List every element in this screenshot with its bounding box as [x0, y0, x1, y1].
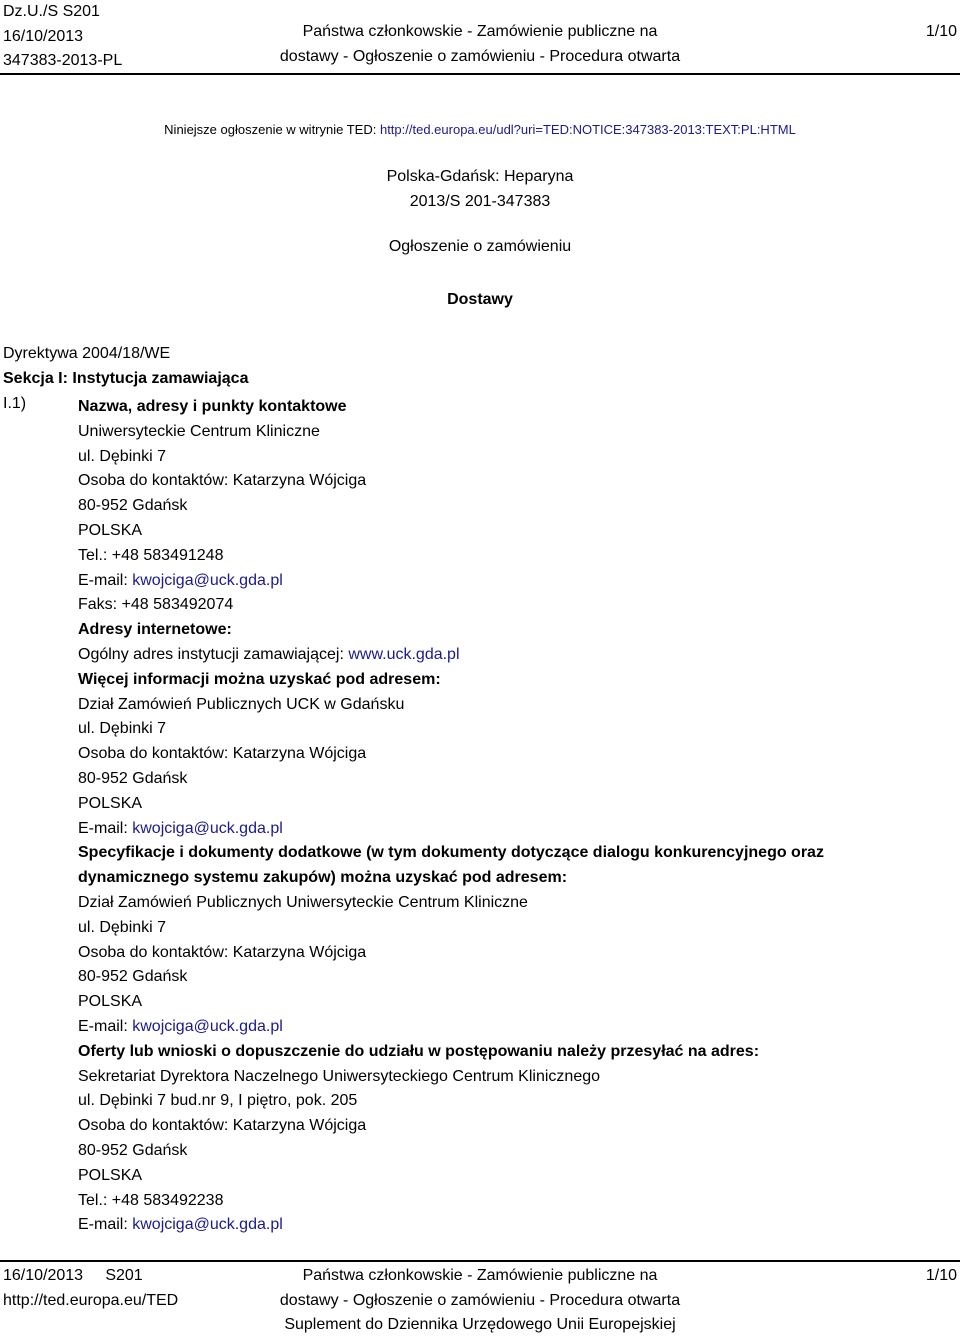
footer-date-issue: [3, 1264, 178, 1289]
org-email-link[interactable]: kwojciga@uck.gda.pl: [132, 571, 283, 589]
footer-line3: Suplement do Dziennika Urzędowego Unii Europejskiej: [284, 1316, 676, 1333]
internet-heading: Adresy internetowe:: [78, 621, 232, 639]
header-journal: Dz.U./S S201: [3, 3, 100, 20]
header-title-line1: Państwa członkowskie - Zamówienie publiczne na: [302, 23, 658, 40]
specs-country: POLSKA: [78, 993, 143, 1011]
section-heading: Sekcja I: Instytucja zamawiająca: [3, 370, 249, 387]
offers-tel: Tel.: +48 583492238: [78, 1191, 224, 1209]
offers-city: 80-952 Gdańsk: [78, 1141, 188, 1159]
specs-email-link[interactable]: kwojciga@uck.gda.pl: [132, 1017, 283, 1035]
footer-line2: dostawy - Ogłoszenie o zamówieniu - Procedura otwarta: [279, 1291, 681, 1309]
notice-title-place: Polska-Gdańsk: Heparyna: [386, 168, 574, 185]
header-page-number: 1/10: [925, 23, 957, 40]
footer-left: [3, 1264, 178, 1313]
directive: Dyrektywa 2004/18/WE: [3, 345, 171, 362]
header-doc-id: 347383-2013-PL: [3, 52, 123, 69]
footer-url: http://ted.europa.eu/TED: [3, 1291, 179, 1309]
offers-heading: Oferty lub wnioski o dopuszczenie do udziału w postępowaniu należy przesyłać na adres:: [78, 1042, 760, 1060]
header-left: [3, 0, 122, 74]
org-city: 80-952 Gdańsk: [78, 497, 188, 515]
org-email-label: E-mail:: [78, 571, 133, 589]
footer-date: 16/10/2013: [3, 1267, 84, 1284]
footer-page-number: 1/10: [925, 1267, 957, 1284]
more-info-city: 80-952 Gdańsk: [78, 769, 188, 787]
org-street: ul. Dębinki 7: [78, 447, 167, 465]
offers-country: POLSKA: [78, 1166, 143, 1184]
specs-email-row: [78, 1015, 938, 1040]
offers-email-label: E-mail:: [78, 1216, 133, 1234]
notice-title-type: Ogłoszenie o zamówieniu: [388, 238, 572, 255]
more-info-email-label: E-mail:: [78, 819, 133, 837]
header-title-line2: dostawy - Ogłoszenie o zamówieniu - Procedura otwarta: [279, 47, 681, 65]
offers-email-row: [78, 1213, 938, 1238]
header-rule: [0, 73, 960, 75]
more-info-org: Dział Zamówień Publicznych UCK w Gdańsku: [78, 695, 405, 713]
specs-city: 80-952 Gdańsk: [78, 968, 188, 986]
footer-center: [190, 1264, 770, 1338]
subsection-content: [78, 395, 938, 1238]
org-fax: Faks: +48 583492074: [78, 596, 234, 614]
specs-email-label: E-mail:: [78, 1017, 133, 1035]
header-title: [190, 20, 770, 69]
offers-org: Sekretariat Dyrektora Naczelnego Uniwersyteckiego Centrum Klinicznego: [78, 1067, 601, 1085]
more-info-street: ul. Dębinki 7: [78, 720, 167, 738]
offers-contact: Osoba do kontaktów: Katarzyna Wójciga: [78, 1117, 367, 1135]
org-tel: Tel.: +48 583491248: [78, 546, 224, 564]
footer-issue: S201: [105, 1267, 143, 1284]
org-name: Uniwersyteckie Centrum Kliniczne: [78, 422, 320, 440]
general-address-link[interactable]: www.uck.gda.pl: [348, 645, 460, 663]
notice-title-number: 2013/S 201-347383: [409, 193, 551, 210]
more-info-country: POLSKA: [78, 794, 143, 812]
general-address-label: Ogólny adres instytucji zamawiającej:: [78, 645, 349, 663]
subsection-number: I.1): [3, 395, 27, 412]
ted-notice-link[interactable]: http://ted.europa.eu/udl?uri=TED:NOTICE:347383-2013:TEXT:PL:HTML: [379, 122, 796, 137]
org-email-row: [78, 569, 938, 594]
org-contact: Osoba do kontaktów: Katarzyna Wójciga: [78, 472, 367, 490]
specs-contact: Osoba do kontaktów: Katarzyna Wójciga: [78, 943, 367, 961]
more-info-email-row: [78, 817, 938, 842]
page-footer: [0, 1256, 960, 1334]
subsection-heading: Nazwa, adresy i punkty kontaktowe: [78, 398, 347, 415]
ted-notice-line: [0, 122, 960, 137]
more-info-email-link[interactable]: kwojciga@uck.gda.pl: [132, 819, 283, 837]
footer-line1: Państwa członkowskie - Zamówienie publiczne na: [302, 1267, 658, 1284]
ted-notice-prefix: Niniejsze ogłoszenie w witrynie TED:: [164, 122, 380, 137]
notice-title-category: Dostawy: [447, 291, 513, 308]
page-header: [0, 0, 960, 76]
specs-heading: Specyfikacje i dokumenty dodatkowe (w tym dokumenty dotyczące dialogu konkurencyjnego oraz dynamicznego systemu zakupów) można uzyskać pod adresem:: [78, 844, 824, 887]
general-address-row: [78, 643, 938, 668]
offers-street: ul. Dębinki 7 bud.nr 9, I piętro, pok. 205: [78, 1092, 358, 1110]
more-info-contact: Osoba do kontaktów: Katarzyna Wójciga: [78, 745, 367, 763]
specs-org: Dział Zamówień Publicznych Uniwersyteckie Centrum Kliniczne: [78, 893, 528, 911]
specs-street: ul. Dębinki 7: [78, 918, 167, 936]
org-country: POLSKA: [78, 521, 143, 539]
footer-rule: [0, 1260, 960, 1262]
header-date: 16/10/2013: [3, 27, 84, 45]
offers-email-link[interactable]: kwojciga@uck.gda.pl: [132, 1216, 283, 1234]
more-info-heading: Więcej informacji można uzyskać pod adresem:: [78, 670, 441, 688]
